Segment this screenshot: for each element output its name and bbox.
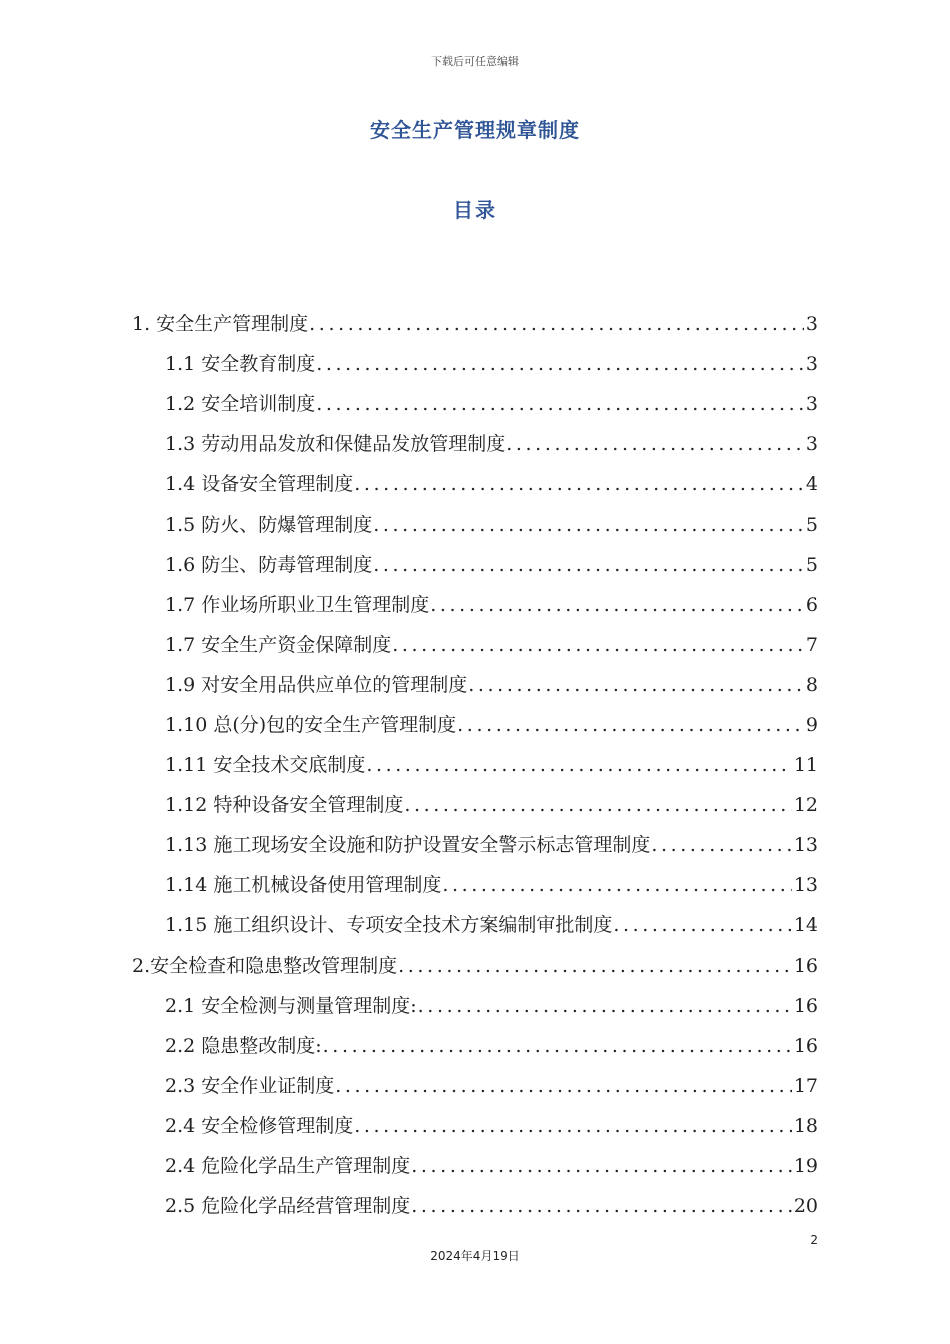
toc-entry-page-number: 13	[793, 834, 818, 857]
toc-entry-page-number: 3	[805, 313, 818, 336]
toc-entry[interactable]	[0, 585, 950, 625]
toc-entry-page-number: 9	[805, 713, 818, 736]
toc-entry-label: 1.7 安全生产资金保障制度	[165, 633, 392, 656]
toc-entry[interactable]	[0, 304, 950, 344]
toc-entry-row	[165, 1153, 818, 1179]
toc-entry[interactable]	[0, 865, 950, 905]
toc-entry-label: 1.5 防火、防爆管理制度	[165, 513, 373, 536]
toc-entry-row	[165, 1193, 818, 1219]
toc-entry-page-number: 16	[793, 954, 818, 977]
toc-dot-leader	[354, 1113, 792, 1139]
toc-entry-label: 1.9 对安全用品供应单位的管理制度	[165, 673, 468, 696]
toc-dot-leader	[613, 912, 791, 938]
toc-dot-leader	[316, 351, 804, 377]
toc-entry-label: 2.安全检查和隐患整改管理制度	[132, 954, 398, 977]
toc-entry-row	[165, 752, 818, 778]
toc-entry[interactable]	[0, 665, 950, 705]
toc-entry-page-number: 17	[793, 1074, 818, 1097]
toc-entry-label: 1. 安全生产管理制度	[132, 313, 309, 336]
toc-entry-page-number: 4	[805, 473, 818, 496]
footer-date: 2024年4月19日	[430, 1249, 520, 1263]
toc-dot-leader	[316, 391, 804, 417]
toc-entry-label: 1.1 安全教育制度	[165, 353, 316, 376]
toc-entry-page-number: 5	[805, 553, 818, 576]
toc-entry-page-number: 3	[805, 353, 818, 376]
toc-entry[interactable]	[0, 946, 950, 986]
toc-entry[interactable]	[0, 344, 950, 384]
toc-dot-leader	[442, 872, 791, 898]
toc-entry[interactable]	[0, 705, 950, 745]
toc-entry-page-number: 7	[805, 633, 818, 656]
toc-entry-row	[165, 391, 818, 417]
toc-entry-label: 1.2 安全培训制度	[165, 393, 316, 416]
toc-entry[interactable]	[0, 905, 950, 945]
toc-entry-page-number: 14	[793, 914, 818, 937]
toc-dot-leader	[468, 672, 804, 698]
toc-entry-row	[132, 311, 818, 337]
toc-entry[interactable]	[0, 986, 950, 1026]
toc-entry-page-number: 20	[793, 1195, 818, 1218]
toc-entry-row	[165, 431, 818, 457]
toc-entry-row	[165, 792, 818, 818]
toc-entry[interactable]	[0, 625, 950, 665]
toc-entry-row	[165, 1113, 818, 1139]
toc-entry-label: 1.6 防尘、防毒管理制度	[165, 553, 373, 576]
toc-entry[interactable]	[0, 785, 950, 825]
toc-dot-leader	[506, 431, 804, 457]
toc-entry[interactable]	[0, 1106, 950, 1146]
toc-entry-row	[165, 471, 818, 497]
toc-entry-row	[132, 953, 818, 979]
toc-entry[interactable]	[0, 1026, 950, 1066]
toc-entry[interactable]	[0, 825, 950, 865]
toc-entry-label: 2.3 安全作业证制度	[165, 1074, 335, 1097]
toc-dot-leader	[323, 1033, 792, 1059]
toc-dot-leader	[411, 1153, 792, 1179]
toc-entry-page-number: 8	[805, 673, 818, 696]
header-note: 下载后可任意编辑	[431, 55, 519, 68]
table-of-contents	[0, 304, 950, 1226]
toc-dot-leader	[392, 632, 804, 658]
toc-dot-leader	[411, 1193, 792, 1219]
toc-entry-row	[165, 1073, 818, 1099]
toc-dot-leader	[373, 552, 804, 578]
toc-entry-label: 1.7 作业场所职业卫生管理制度	[165, 593, 430, 616]
toc-entry[interactable]	[0, 504, 950, 544]
toc-entry-page-number: 5	[805, 513, 818, 536]
toc-dot-leader	[309, 311, 804, 337]
toc-entry-page-number: 6	[805, 593, 818, 616]
toc-dot-leader	[430, 592, 804, 618]
toc-entry-label: 1.15 施工组织设计、专项安全技术方案编制审批制度	[165, 914, 613, 937]
toc-dot-leader	[373, 512, 804, 538]
toc-entry-label: 2.2 隐患整改制度:	[165, 1034, 322, 1057]
toc-entry-label: 1.12 特种设备安全管理制度	[165, 794, 404, 817]
toc-entry-label: 2.4 危险化学品生产管理制度	[165, 1155, 411, 1178]
toc-heading: 目录	[453, 198, 497, 222]
toc-dot-leader	[398, 953, 792, 979]
toc-entry[interactable]	[0, 745, 950, 785]
toc-entry-row	[165, 351, 818, 377]
toc-entry-row	[165, 672, 818, 698]
toc-entry-row	[165, 912, 818, 938]
toc-dot-leader	[366, 752, 791, 778]
toc-entry-label: 1.4 设备安全管理制度	[165, 473, 354, 496]
toc-entry-page-number: 16	[793, 1034, 818, 1057]
toc-entry-label: 1.10 总(分)包的安全生产管理制度	[165, 713, 457, 736]
toc-entry-label: 2.1 安全检测与测量管理制度:	[165, 994, 417, 1017]
toc-dot-leader	[404, 792, 791, 818]
document-title: 安全生产管理规章制度	[370, 118, 580, 142]
toc-entry[interactable]	[0, 464, 950, 504]
toc-entry-row	[165, 832, 818, 858]
toc-entry-page-number: 12	[793, 794, 818, 817]
toc-entry[interactable]	[0, 1186, 950, 1226]
toc-entry-label: 1.11 安全技术交底制度	[165, 754, 366, 777]
toc-entry[interactable]	[0, 424, 950, 464]
toc-dot-leader	[418, 993, 792, 1019]
toc-entry-label: 2.4 安全检修管理制度	[165, 1114, 354, 1137]
toc-entry-label: 2.5 危险化学品经营管理制度	[165, 1195, 411, 1218]
toc-dot-leader	[335, 1073, 792, 1099]
toc-entry-row	[165, 1033, 818, 1059]
toc-dot-leader	[651, 832, 791, 858]
toc-entry-row	[165, 592, 818, 618]
toc-entry-row	[165, 712, 818, 738]
toc-entry[interactable]	[0, 545, 950, 585]
toc-entry-row	[165, 632, 818, 658]
toc-dot-leader	[457, 712, 804, 738]
toc-entry-page-number: 13	[793, 874, 818, 897]
toc-entry-row	[165, 512, 818, 538]
toc-entry[interactable]	[0, 1066, 950, 1106]
toc-entry-page-number: 19	[793, 1155, 818, 1178]
toc-entry-page-number: 3	[805, 433, 818, 456]
toc-entry-page-number: 3	[805, 393, 818, 416]
toc-entry-row	[165, 552, 818, 578]
toc-entry-page-number: 18	[793, 1114, 818, 1137]
toc-entry-label: 1.14 施工机械设备使用管理制度	[165, 874, 442, 897]
page-number: 2	[810, 1233, 818, 1247]
toc-dot-leader	[354, 471, 804, 497]
toc-entry[interactable]	[0, 1146, 950, 1186]
toc-entry-page-number: 16	[793, 994, 818, 1017]
toc-entry-page-number: 11	[793, 754, 818, 777]
toc-entry-row	[165, 993, 818, 1019]
toc-entry-row	[165, 872, 818, 898]
toc-entry[interactable]	[0, 384, 950, 424]
toc-entry-label: 1.3 劳动用品发放和保健品发放管理制度	[165, 433, 506, 456]
toc-entry-label: 1.13 施工现场安全设施和防护设置安全警示标志管理制度	[165, 834, 651, 857]
